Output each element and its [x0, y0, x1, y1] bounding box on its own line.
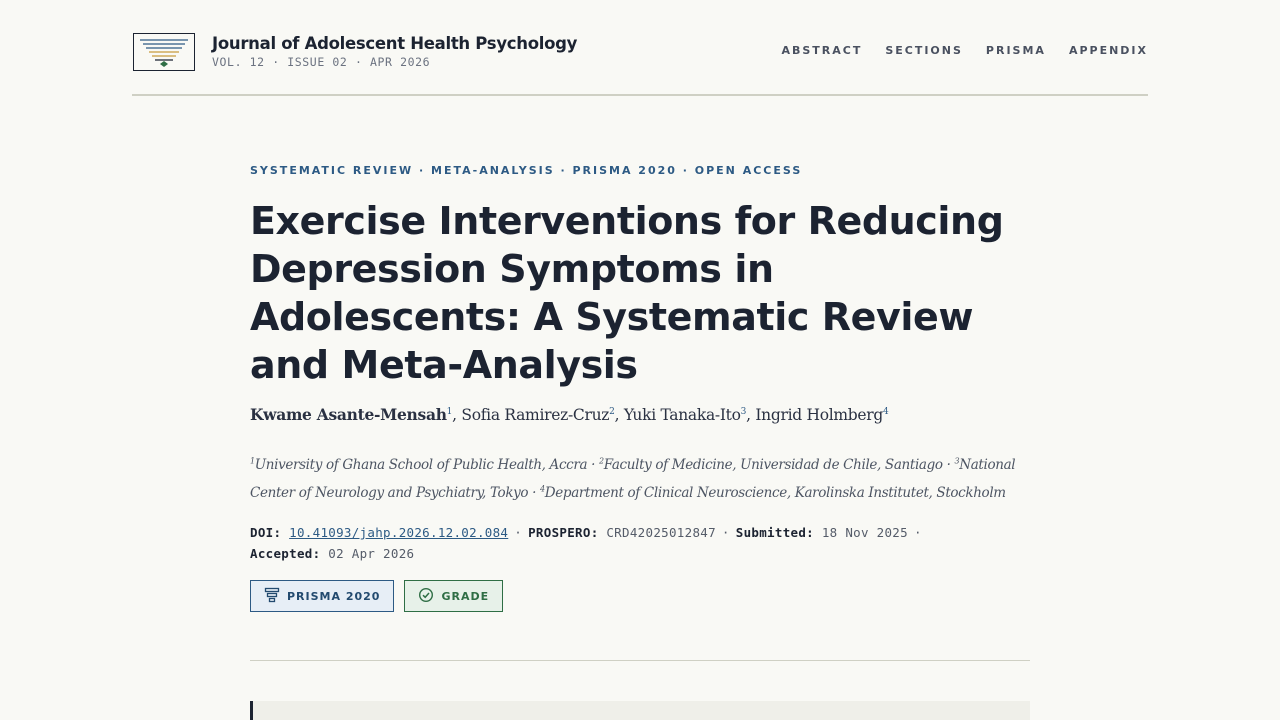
nav-prisma[interactable]: PRISMA [985, 44, 1046, 57]
nav-appendix[interactable]: APPENDIX [1068, 44, 1148, 57]
grade-badge[interactable] [404, 580, 503, 612]
nav-sections[interactable]: SECTIONS [885, 44, 963, 57]
abstract-box [250, 701, 1030, 720]
prisma-badge[interactable] [250, 580, 394, 612]
grade-badge-label: GRADE [441, 589, 490, 603]
author-sup: 3 [740, 406, 747, 417]
submitted-date: 18 Nov 2025 [821, 525, 908, 540]
journal-issue: VOL. 12 · ISSUE 02 · APR 2026 [212, 55, 431, 69]
submitted-label: Submitted: [735, 525, 815, 540]
prospero-id: CRD42025012847 [606, 525, 716, 540]
top-nav [781, 44, 1148, 57]
journal-title: Journal of Adolescent Health Psychology [212, 34, 578, 53]
author-sup: 4 [883, 406, 889, 417]
accepted-date: 02 Apr 2026 [328, 546, 415, 561]
journal-logo-icon[interactable] [133, 33, 195, 71]
author-list: Kwame Asante-Mensah$^1$, Sofia Ramirez-Cruz$^2$, Yuki Tanaka-Ito$^3$, Ingrid Holmberg$^4$ [250, 405, 889, 424]
affil-sup: 4 [540, 484, 545, 494]
affil-sup: 1 [250, 456, 255, 466]
author-sup: 1 [446, 406, 453, 417]
section-divider [250, 660, 1030, 661]
article-title: Exercise Interventions for Reducing Depression Symptoms in Adolescents: A Systematic Review and Meta-Analysis [250, 199, 1004, 387]
masthead [132, 0, 1148, 96]
affiliation: National Center of Neurology and Psychiatry, Tokyo [250, 457, 1016, 501]
check-circle-icon [418, 587, 434, 606]
accepted-label: Accepted: [250, 546, 321, 561]
doi-label: DOI: [250, 525, 282, 540]
nav-abstract[interactable]: ABSTRACT [781, 44, 863, 57]
author-name[interactable]: Yuki Tanaka-Ito [623, 406, 741, 424]
affiliation: University of Ghana School of Public Health, Accra [254, 457, 588, 473]
badge-row [250, 580, 503, 612]
affiliation: Department of Clinical Neuroscience, Karolinska Institutet, Stockholm [544, 485, 1006, 501]
author-sup: 2 [609, 406, 615, 417]
author-name[interactable]: Kwame Asante-Mensah [250, 405, 447, 424]
funnel-icon [264, 587, 280, 606]
article-kicker: SYSTEMATIC REVIEW · META-ANALYSIS · PRISMA 2020 · OPEN ACCESS [250, 164, 803, 177]
author-name[interactable]: Ingrid Holmberg [755, 406, 884, 424]
prospero-label: PROSPERO: [528, 525, 599, 540]
author-name[interactable]: Sofia Ramirez-Cruz [461, 406, 610, 424]
affiliation-list: $^1$University of Ghana School of Public Health, Accra · $^2$Faculty of Medicine, Universidad de Chile, Santiago · $^3$National Center of Neurology and Psychiatry, Tokyo · $^4$Department of Clinical Neuroscience, Karolinska Institutet, Stockholm [250, 456, 1016, 501]
affil-sup: 3 [954, 456, 960, 466]
affil-sup: 2 [599, 456, 604, 466]
doi-link[interactable]: 10.41093/jahp.2026.12.02.084 [289, 525, 509, 540]
prisma-badge-label: PRISMA 2020 [287, 589, 381, 603]
affiliation: Faculty of Medicine, Universidad de Chile, Santiago [603, 457, 943, 473]
article-meta: DOI: 10.41093/jahp.2026.12.02.084 · PROSPERO: CRD42025012847 · Submitted: 18 Nov 2025 · Accepted: 02 Apr 2026 [250, 525, 922, 561]
